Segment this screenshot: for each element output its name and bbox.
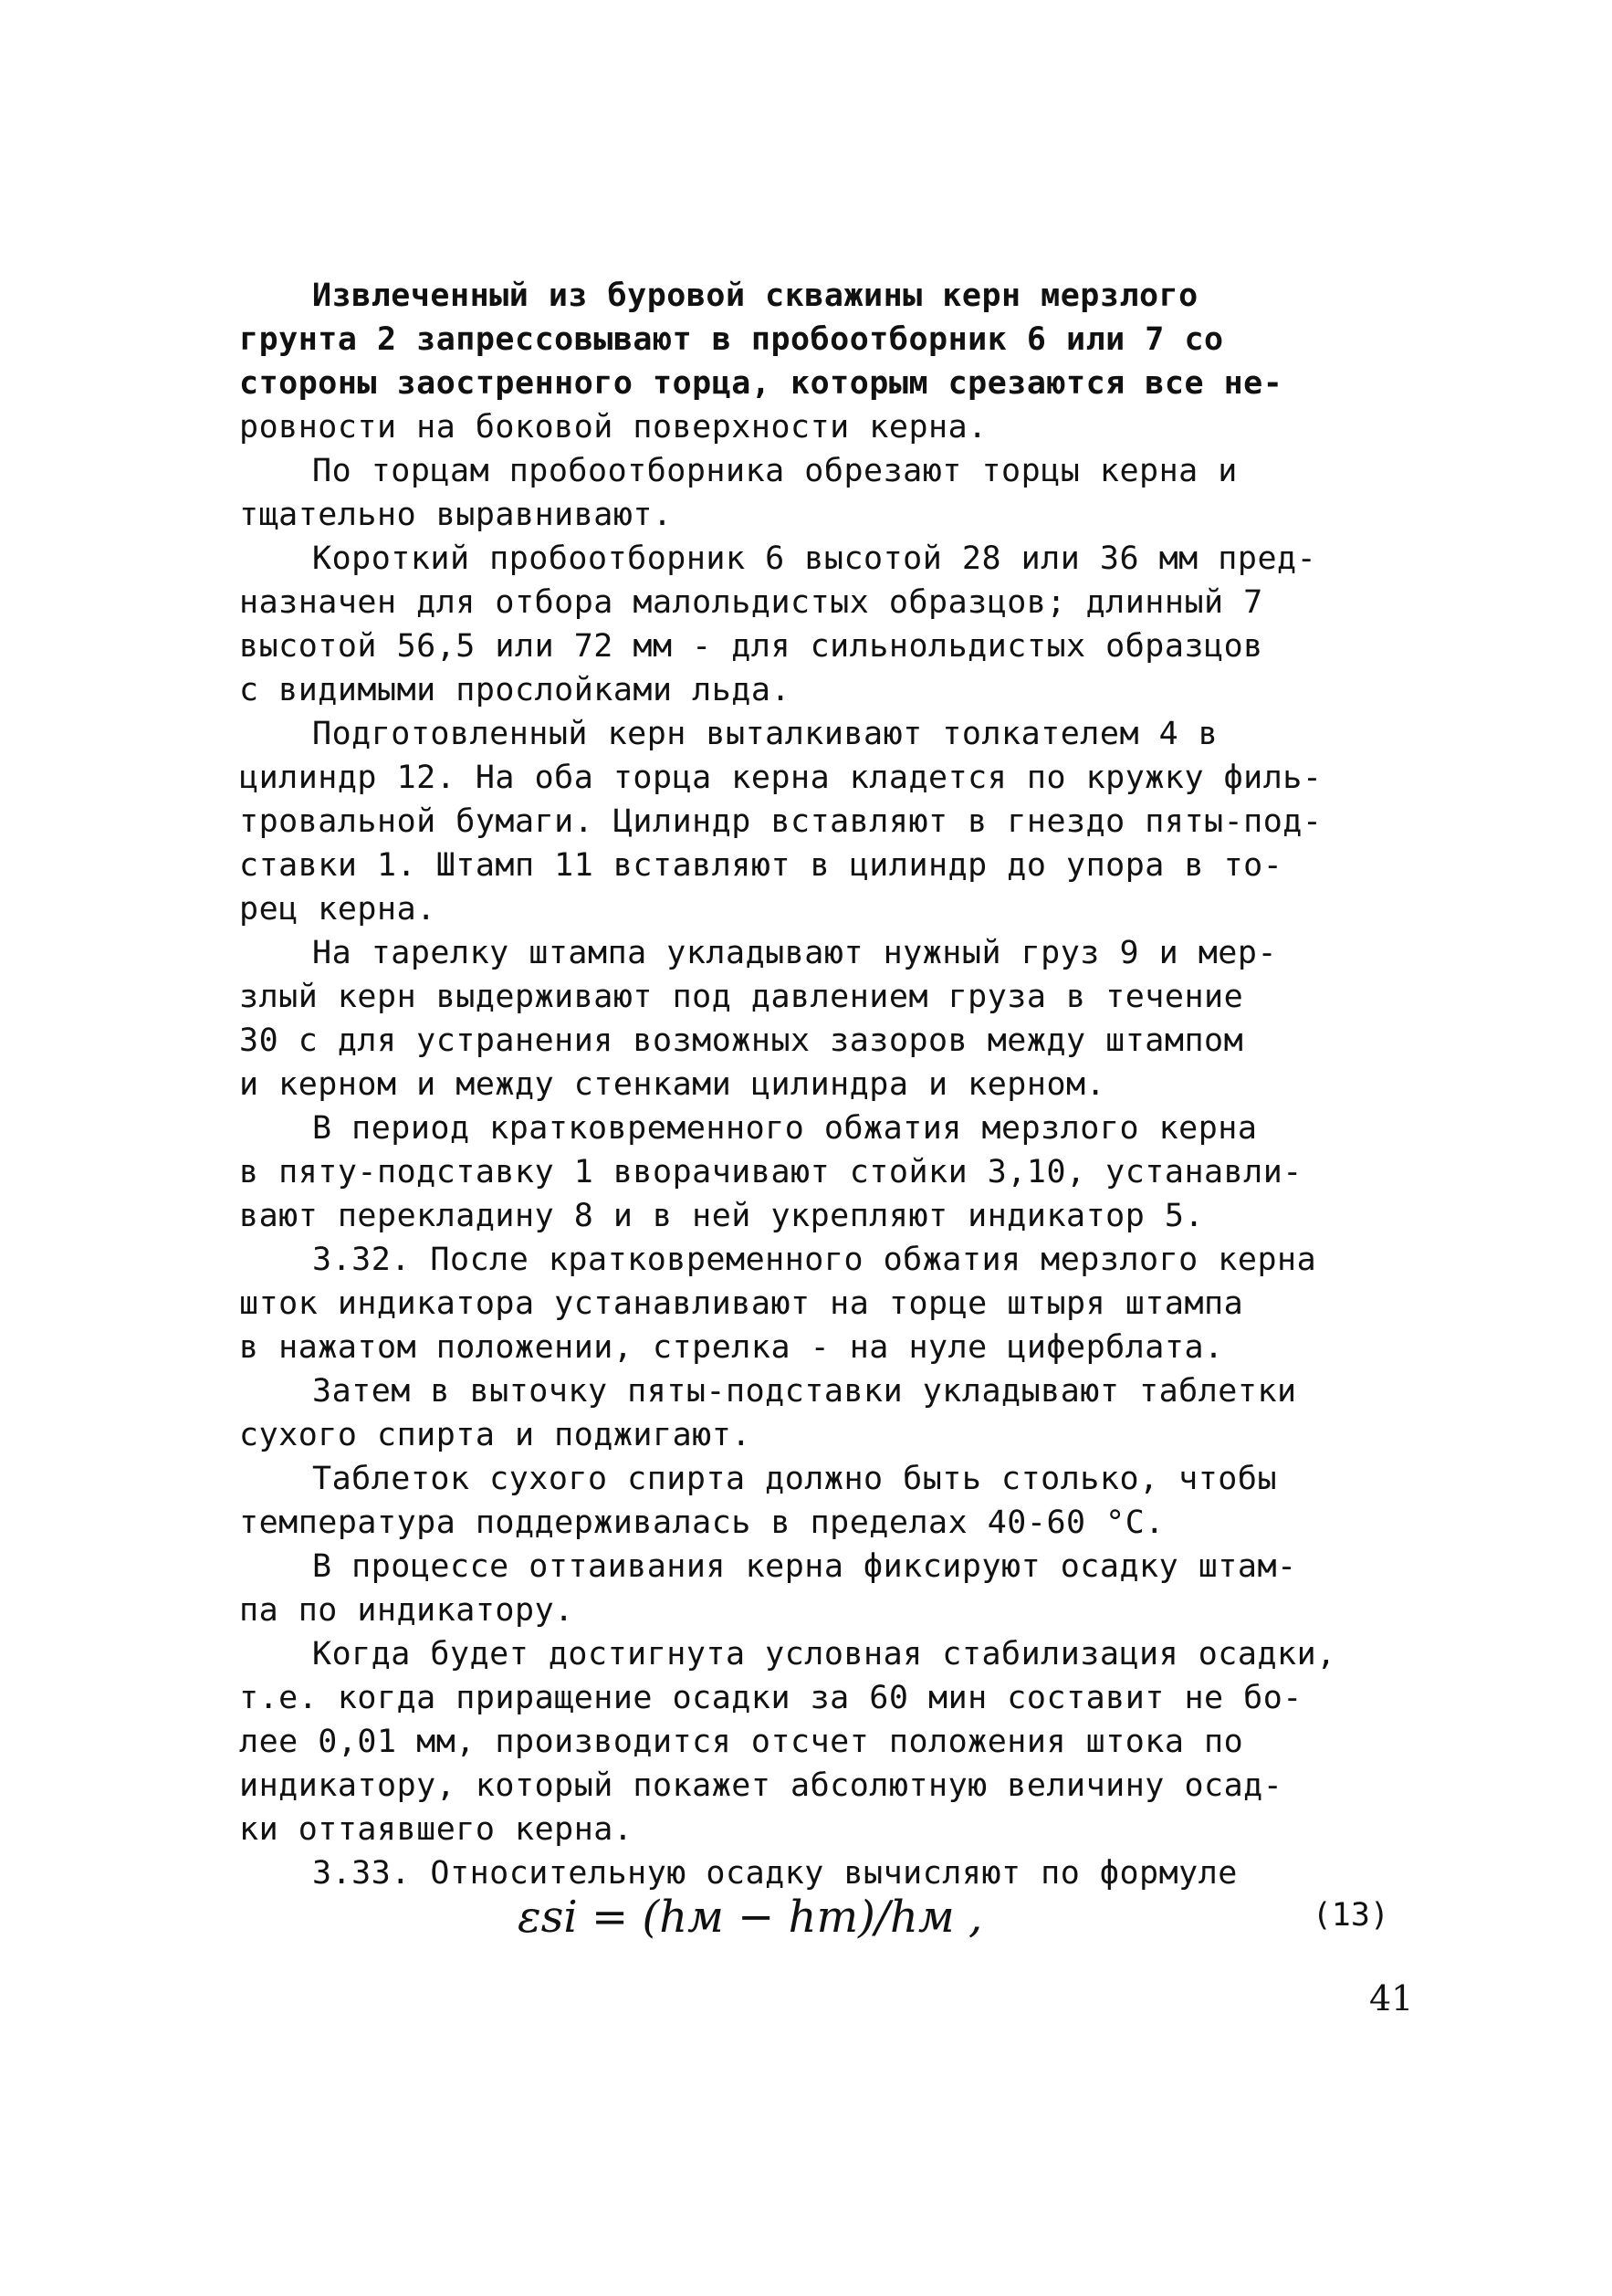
- formula-row: [239, 1888, 1462, 1952]
- text-line: лее 0,01 мм, производится отсчет положения штока по: [239, 1724, 1244, 1760]
- text-line: По торцам пробоотборника обрезают торцы керна и: [312, 453, 1238, 489]
- text-line: В период кратковременного обжатия мерзлого керна: [312, 1110, 1258, 1147]
- text-line: На тарелку штампа укладывают нужный груз 9 и мер-: [312, 935, 1278, 971]
- formula-number: (13): [1312, 1897, 1389, 1934]
- paragraph: [239, 931, 1462, 1106]
- text-line: злый керн выдерживают под давлением груза в течение: [239, 979, 1244, 1015]
- text-line: па по индикатору.: [239, 1592, 574, 1629]
- paragraph: [239, 712, 1462, 931]
- page-number: 41: [1369, 1978, 1414, 2018]
- text-line: в пяту-подставку 1 вворачивают стойки 3,10, устанавли-: [239, 1154, 1303, 1190]
- text-line: Таблеток сухого спирта должно быть столько, чтобы: [312, 1461, 1278, 1497]
- text-line: с видимыми прослойками льда.: [239, 672, 791, 708]
- text-line: Короткий пробоотборник 6 высотой 28 или 36 мм пред-: [312, 540, 1317, 577]
- text-line: ровности на боковой поверхности керна.: [239, 409, 988, 446]
- paragraph: [239, 1545, 1462, 1632]
- text-line: Когда будет достигнута условная стабилизация осадки,: [312, 1636, 1336, 1672]
- text-line: В процессе оттаивания керна фиксируют осадку штам-: [312, 1548, 1297, 1585]
- text-line: грунта 2 запрессовывают в пробоотборник 6 или 7 со: [239, 321, 1224, 358]
- text-line: в нажатом положении, стрелка - на нуле циферблата.: [239, 1329, 1224, 1366]
- text-line: шток индикатора устанавливают на торце штыря штампа: [239, 1285, 1244, 1322]
- paragraph: [239, 1106, 1462, 1238]
- text-line: сухого спирта и поджигают.: [239, 1417, 751, 1453]
- paragraph: [239, 537, 1462, 712]
- text-line: высотой 56,5 или 72 мм - для сильнольдистых образцов: [239, 628, 1263, 665]
- paragraph: [239, 1457, 1462, 1545]
- text-line: 3.32. После кратковременного обжатия мерзлого керна: [312, 1242, 1317, 1278]
- body-text: [239, 274, 1462, 1895]
- text-line: Подготовленный керн выталкивают толкателем 4 в: [312, 716, 1219, 752]
- text-line: ставки 1. Штамп 11 вставляют в цилиндр до упора в то-: [239, 847, 1283, 884]
- paragraph: [239, 1632, 1462, 1851]
- text-line: и керном и между стенками цилиндра и керном.: [239, 1066, 1106, 1103]
- paragraph: [239, 274, 1462, 449]
- text-line: т.е. когда приращение осадки за 60 мин составит не бо-: [239, 1680, 1303, 1716]
- paragraph: [239, 449, 1462, 537]
- text-line: 30 с для устранения возможных зазоров между штампом: [239, 1022, 1244, 1059]
- formula: εsi = (hм − hт)/hм ,: [518, 1892, 983, 1943]
- text-line: 3.33. Относительную осадку вычисляют по формуле: [312, 1855, 1238, 1892]
- text-line: тровальной бумаги. Цилиндр вставляют в гнездо пяты-под-: [239, 803, 1323, 840]
- text-line: цилиндр 12. На оба торца керна кладется по кружку филь-: [239, 760, 1323, 796]
- text-line: рец керна.: [239, 891, 436, 928]
- paragraph: [239, 1369, 1462, 1457]
- text-line: ки оттаявшего керна.: [239, 1811, 633, 1848]
- text-line: вают перекладину 8 и в ней укрепляют индикатор 5.: [239, 1198, 1205, 1234]
- text-line: назначен для отбора малольдистых образцов; длинный 7: [239, 584, 1263, 621]
- text-line: Затем в выточку пяты-подставки укладывают таблетки: [312, 1373, 1297, 1410]
- text-line: стороны заостренного торца, которым срезаются все не-: [239, 365, 1283, 402]
- text-line: индикатору, который покажет абсолютную величину осад-: [239, 1767, 1283, 1804]
- text-line: Извлеченный из буровой скважины керн мерзлого: [312, 278, 1199, 314]
- paragraph: [239, 1238, 1462, 1369]
- text-line: температура поддерживалась в пределах 40-60 °С.: [239, 1504, 1165, 1541]
- text-line: тщательно выравнивают.: [239, 497, 673, 533]
